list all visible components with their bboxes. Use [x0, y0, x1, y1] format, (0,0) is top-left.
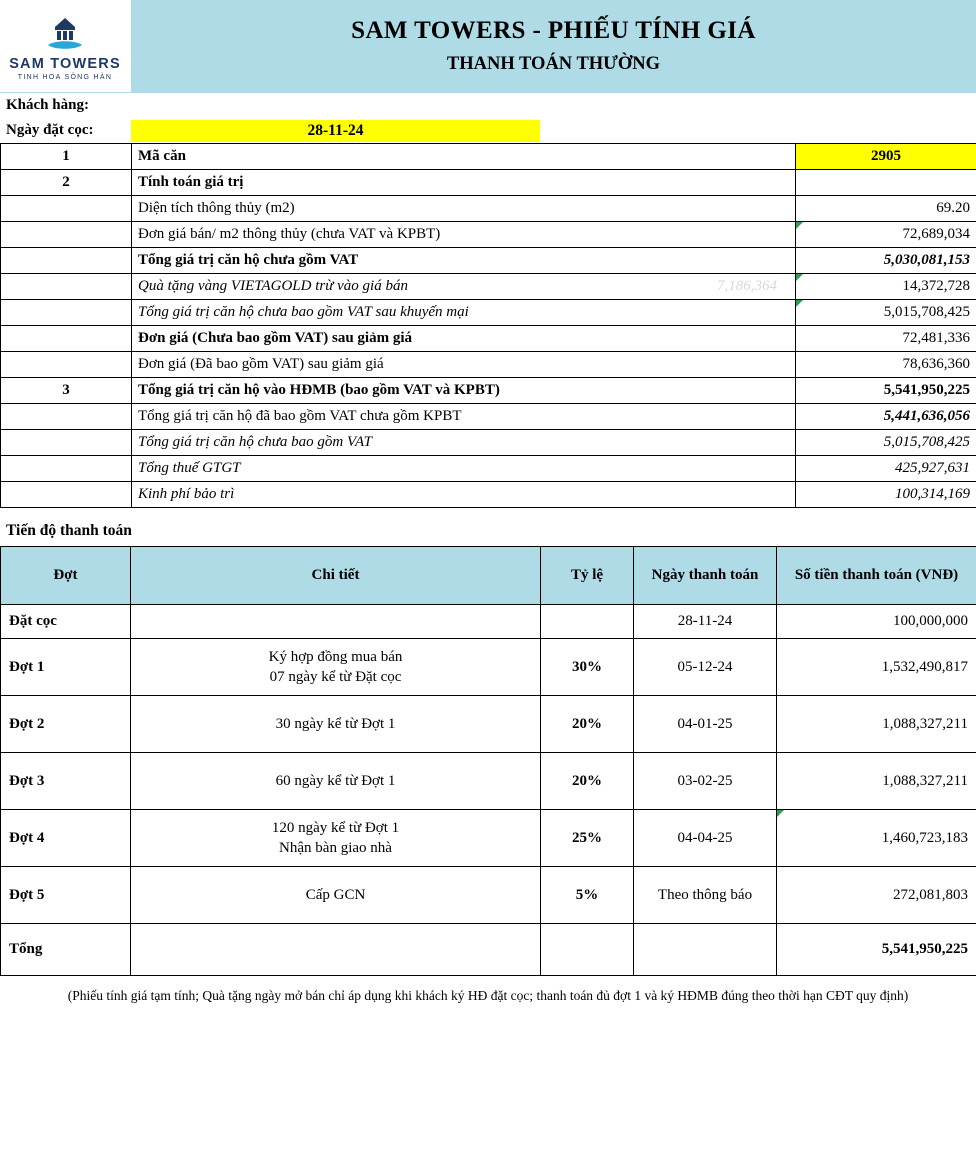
installment-date: Theo thông báo	[634, 867, 777, 924]
installment-detail	[131, 605, 541, 639]
installment-date: 04-04-25	[634, 810, 777, 867]
row-index	[1, 300, 132, 326]
deposit-date-label: Ngày đặt cọc:	[6, 122, 94, 138]
valuation-table	[0, 143, 976, 508]
column-header-date: Ngày thanh toán	[634, 547, 777, 605]
tower-logo-icon	[43, 15, 87, 55]
installment-rate: 20%	[541, 696, 634, 753]
row-index	[1, 196, 132, 222]
installment-amount: 1,460,723,183	[777, 810, 976, 867]
row-value: 100,314,169	[796, 482, 976, 508]
installment-amount: 1,532,490,817	[777, 639, 976, 696]
row-label: Tổng thuế GTGT	[132, 456, 796, 482]
row-label: Tổng giá trị căn hộ đã bao gồm VAT chưa gồm KPBT	[132, 404, 796, 430]
row-value: 78,636,360	[796, 352, 976, 378]
installment-date: 05-12-24	[634, 639, 777, 696]
installment-rate: 20%	[541, 753, 634, 810]
column-header-detail: Chi tiết	[131, 547, 541, 605]
schedule-header-row	[1, 547, 976, 605]
document-header	[0, 0, 976, 93]
installment-label: Đợt 5	[1, 867, 131, 924]
installment-label: Đợt 2	[1, 696, 131, 753]
installment-rate	[541, 605, 634, 639]
logo-company-name: SAM TOWERS	[9, 56, 121, 72]
table-row	[1, 170, 976, 196]
row-label: Kinh phí bảo trì	[132, 482, 796, 508]
installment-label: Đặt cọc	[1, 605, 131, 639]
installment-detail: 60 ngày kể từ Đợt 1	[131, 753, 541, 810]
table-row	[1, 456, 976, 482]
row-label: Đơn giá (Chưa bao gồm VAT) sau giảm giá	[132, 326, 796, 352]
document-subtitle: THANH TOÁN THƯỜNG	[446, 54, 661, 74]
table-row	[1, 605, 976, 639]
table-row	[1, 430, 976, 456]
row-index	[1, 482, 132, 508]
row-label: Tính toán giá trị	[132, 170, 796, 196]
table-row	[1, 404, 976, 430]
row-index	[1, 326, 132, 352]
customer-name-value[interactable]	[131, 95, 540, 117]
footnote: (Phiếu tính giá tạm tính; Quà tặng ngày mở bán chỉ áp dụng khi khách ký HĐ đặt cọc; thanh toán đủ đợt 1 và ký HĐMB đúng theo thời hạn CĐT quy định)	[67, 988, 909, 1003]
table-row	[1, 248, 976, 274]
table-row	[1, 753, 976, 810]
row-index	[1, 352, 132, 378]
row-value: 72,481,336	[796, 326, 976, 352]
row-label: Quà tặng vàng VIETAGOLD trừ vào giá bán	[138, 278, 408, 294]
gold-gift-row	[132, 274, 796, 300]
installment-detail: Cấp GCN	[131, 867, 541, 924]
row-label: Tổng giá trị căn hộ vào HĐMB (bao gồm VAT và KPBT)	[132, 378, 796, 404]
document-title: SAM TOWERS - PHIẾU TÍNH GIÁ	[351, 17, 756, 44]
row-index	[1, 248, 132, 274]
table-row	[1, 326, 976, 352]
row-label: Đơn giá bán/ m2 thông thủy (chưa VAT và KPBT)	[132, 222, 796, 248]
total-date-blank	[634, 924, 777, 976]
deposit-date-row	[0, 118, 976, 143]
schedule-total-row	[1, 924, 976, 976]
row-side-note: 7,186,364	[717, 278, 777, 294]
row-label: Diện tích thông thủy (m2)	[132, 196, 796, 222]
installment-amount: 1,088,327,211	[777, 696, 976, 753]
customer-name-label: Khách hàng:	[6, 97, 89, 113]
row-index	[1, 430, 132, 456]
installment-rate: 5%	[541, 867, 634, 924]
installment-amount: 100,000,000	[777, 605, 976, 639]
row-label: Tổng giá trị căn hộ chưa gồm VAT	[132, 248, 796, 274]
company-logo	[0, 0, 131, 92]
row-index: 2	[1, 170, 132, 196]
total-rate-blank	[541, 924, 634, 976]
row-value	[796, 170, 976, 196]
schedule-title: Tiến độ thanh toán	[6, 522, 132, 539]
title-block	[131, 0, 976, 92]
logo-tagline: TINH HOA SÔNG HÀN	[17, 74, 113, 81]
row-value: 5,015,708,425	[796, 300, 976, 326]
total-amount: 5,541,950,225	[777, 924, 976, 976]
table-row	[1, 300, 976, 326]
installment-detail-line2: Nhận bàn giao nhà	[279, 840, 392, 856]
table-row	[1, 696, 976, 753]
installment-label: Đợt 4	[1, 810, 131, 867]
row-index	[1, 404, 132, 430]
row-value: 5,015,708,425	[796, 430, 976, 456]
installment-rate: 30%	[541, 639, 634, 696]
row-label: Tổng giá trị căn hộ chưa bao gồm VAT	[132, 430, 796, 456]
row-label: Đơn giá (Đã bao gồm VAT) sau giảm giá	[132, 352, 796, 378]
column-header-rate: Tỷ lệ	[541, 547, 634, 605]
table-row	[1, 482, 976, 508]
installment-detail-line1: 120 ngày kể từ Đợt 1	[271, 819, 400, 836]
installment-rate: 25%	[541, 810, 634, 867]
installment-amount: 1,088,327,211	[777, 753, 976, 810]
payment-schedule-table	[0, 546, 976, 976]
row-value: 425,927,631	[796, 456, 976, 482]
installment-date: 04-01-25	[634, 696, 777, 753]
installment-detail	[131, 810, 541, 867]
table-row	[1, 222, 976, 248]
table-row	[1, 867, 976, 924]
table-row	[1, 196, 976, 222]
row-value: 5,541,950,225	[796, 378, 976, 404]
table-row	[1, 144, 976, 170]
column-header-amount: Số tiền thanh toán (VNĐ)	[777, 547, 976, 605]
table-row	[1, 352, 976, 378]
row-index	[1, 456, 132, 482]
installment-label: Đợt 1	[1, 639, 131, 696]
installment-amount: 272,081,803	[777, 867, 976, 924]
customer-info	[0, 93, 976, 143]
row-index	[1, 274, 132, 300]
row-value: 5,030,081,153	[796, 248, 976, 274]
row-index	[1, 222, 132, 248]
table-row	[1, 810, 976, 867]
installment-detail-line2: 07 ngày kể từ Đặt cọc	[269, 669, 402, 685]
installment-detail-line1: Ký hợp đồng mua bán	[268, 648, 403, 665]
customer-name-row	[0, 93, 976, 118]
row-label: Tổng giá trị căn hộ chưa bao gồm VAT sau khuyến mại	[132, 300, 796, 326]
installment-detail: 30 ngày kể từ Đợt 1	[131, 696, 541, 753]
installment-date: 28-11-24	[634, 605, 777, 639]
row-value: 14,372,728	[796, 274, 976, 300]
installment-detail	[131, 639, 541, 696]
table-row	[1, 274, 976, 300]
column-header-installment: Đợt	[1, 547, 131, 605]
row-value: 5,441,636,056	[796, 404, 976, 430]
table-row	[1, 639, 976, 696]
installment-date: 03-02-25	[634, 753, 777, 810]
row-index: 1	[1, 144, 132, 170]
installment-label: Đợt 3	[1, 753, 131, 810]
total-detail-blank	[131, 924, 541, 976]
row-value: 72,689,034	[796, 222, 976, 248]
row-label: Mã căn	[132, 144, 796, 170]
total-label: Tổng	[1, 924, 131, 976]
row-value: 69.20	[796, 196, 976, 222]
row-index: 3	[1, 378, 132, 404]
unit-code-value[interactable]: 2905	[796, 144, 976, 170]
deposit-date-value[interactable]: 28-11-24	[131, 120, 540, 142]
table-row	[1, 378, 976, 404]
